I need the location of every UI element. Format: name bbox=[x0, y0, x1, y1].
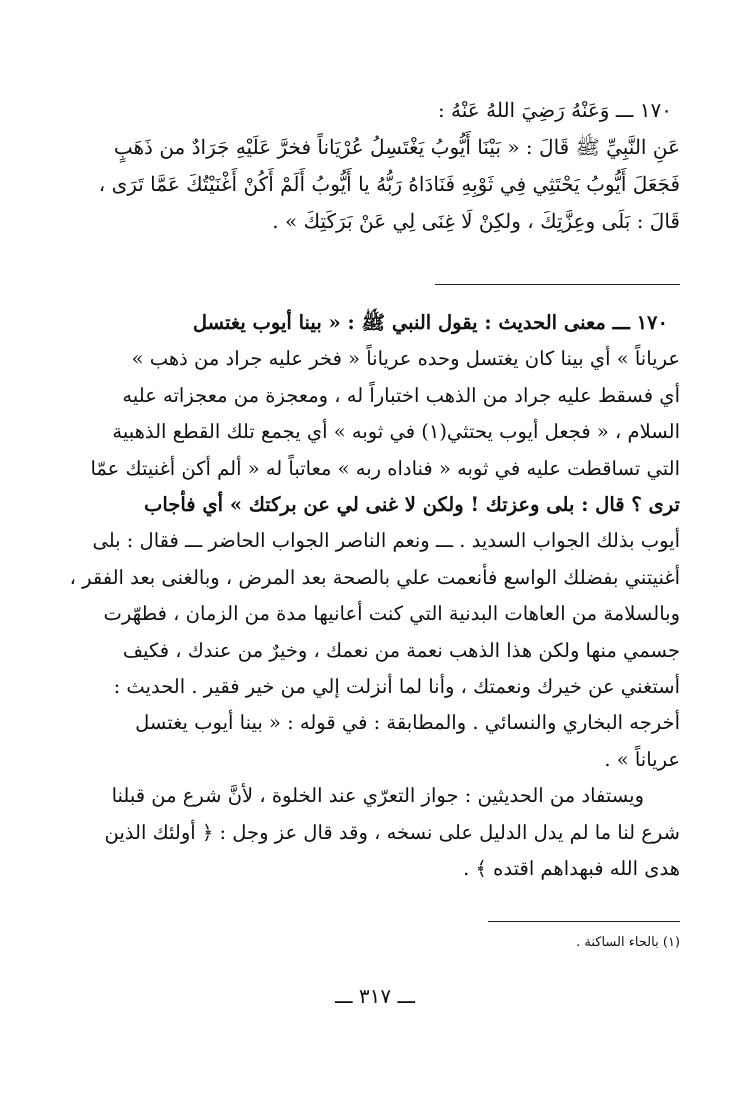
commentary-text bbox=[70, 305, 680, 888]
commentary-line: أستغني عن خيرك ونعمتك ، وأنا لما أنزلت إلي من خير فقير . الحديث : bbox=[113, 675, 680, 699]
commentary-line: أيوب بذلك الجواب السديد . ـــ ونعم الناصر الجواب الحاضر ـــ فقال : بلى bbox=[92, 529, 680, 553]
commentary-line: عرياناً » أي بينا كان يغتسل وحده عرياناً « فخر عليه جراد من ذهب » bbox=[131, 347, 680, 371]
commentary-line: ترى ؟ قال : بلى وعزتك ! ولكن لا غنى لي عن بركتك » أي فأجاب bbox=[143, 493, 680, 517]
commentary-line: التي تساقطت عليه في ثوبه « فناداه ربه » معاتباً له « ألم أكن أغنيتك عمّا bbox=[90, 456, 680, 480]
footnote: (١) بالحاء الساكنة . bbox=[576, 935, 680, 950]
commentary-line: أغنيتني بفضلك الواسع فأنعمت علي بالصحة بعد المرض ، وبالغنى بعد الفقر ، bbox=[70, 565, 680, 589]
commentary-line: وبالسلامة من العاهات البدنية التي كنت أعانيها مدة من الزمان ، فطهّرت bbox=[103, 602, 680, 626]
page-number: ـــ ٣١٧ ـــ bbox=[334, 984, 416, 1008]
commentary-line: السلام ، « فجعل أيوب يحتثي(١) في ثوبه » أي يجمع تلك القطع الذهبية bbox=[112, 420, 680, 444]
commentary-line: شرع لنا ما لم يدل الدليل على نسخه ، وقد قال عز وجل : ﴿ أولئك الذين bbox=[104, 820, 680, 844]
footnote-rule bbox=[488, 921, 680, 922]
hadith-line-4: قَالَ : بَلَى وعِزَّتِكَ ، ولكِنْ لَا غِنَى لِي عَنْ بَرَكَتِكَ » . bbox=[272, 209, 680, 233]
commentary-line: ويستفاد من الحديثين : جواز التعرّي عند الخلوة ، لأنَّ شرع من قبلنا bbox=[111, 784, 644, 808]
commentary-line: ١٧٠ ـــ معنى الحديث : يقول النبي ﷺ : « بينا أيوب يغتسل bbox=[192, 311, 668, 334]
hadith-line-1: ١٧٠ ـــ وَعَنْهُ رَضِيَ اللهُ عَنْهُ : bbox=[437, 98, 672, 122]
hadith-text bbox=[70, 92, 680, 240]
separator-rule bbox=[435, 284, 680, 285]
commentary-line: أي فسقط عليه جراد من الذهب اختباراً له ، ومعجزة من معجزاته عليه bbox=[122, 383, 680, 407]
commentary-line: جسمي منها ولكن هذا الذهب نعمة من نعمك ، وخيرٌ من عندك ، فكيف bbox=[122, 638, 680, 662]
hadith-line-2: عَنِ النَّبِيِّ ﷺ قَالَ : « بَيْنَا أَيُّوبُ يَغْتَسِلُ عُرْيَاناً فخرَّ عَلَيْهِ جَرَادٌ من ذَهَبٍ bbox=[113, 135, 680, 159]
commentary-line: عرياناً » . bbox=[604, 747, 680, 771]
hadith-number: ١٧٠ ـــ bbox=[615, 98, 672, 122]
hadith-line-3: فَجَعَلَ أَيُّوبُ يَحْتَثِي فِي ثَوْبِهِ فَنَادَاهُ رَبُّهُ يا أَيُّوبُ أَلَمْ أَكُنْ أَغْنَيْتُكَ عَمَّا تَرَى ، bbox=[98, 172, 680, 196]
commentary-line: أخرجه البخاري والنسائي . والمطابقة : في قوله : « بينا أيوب يغتسل bbox=[135, 711, 680, 735]
commentary-line: هدى الله فبهداهم اقتده ﴾ . bbox=[463, 857, 680, 881]
